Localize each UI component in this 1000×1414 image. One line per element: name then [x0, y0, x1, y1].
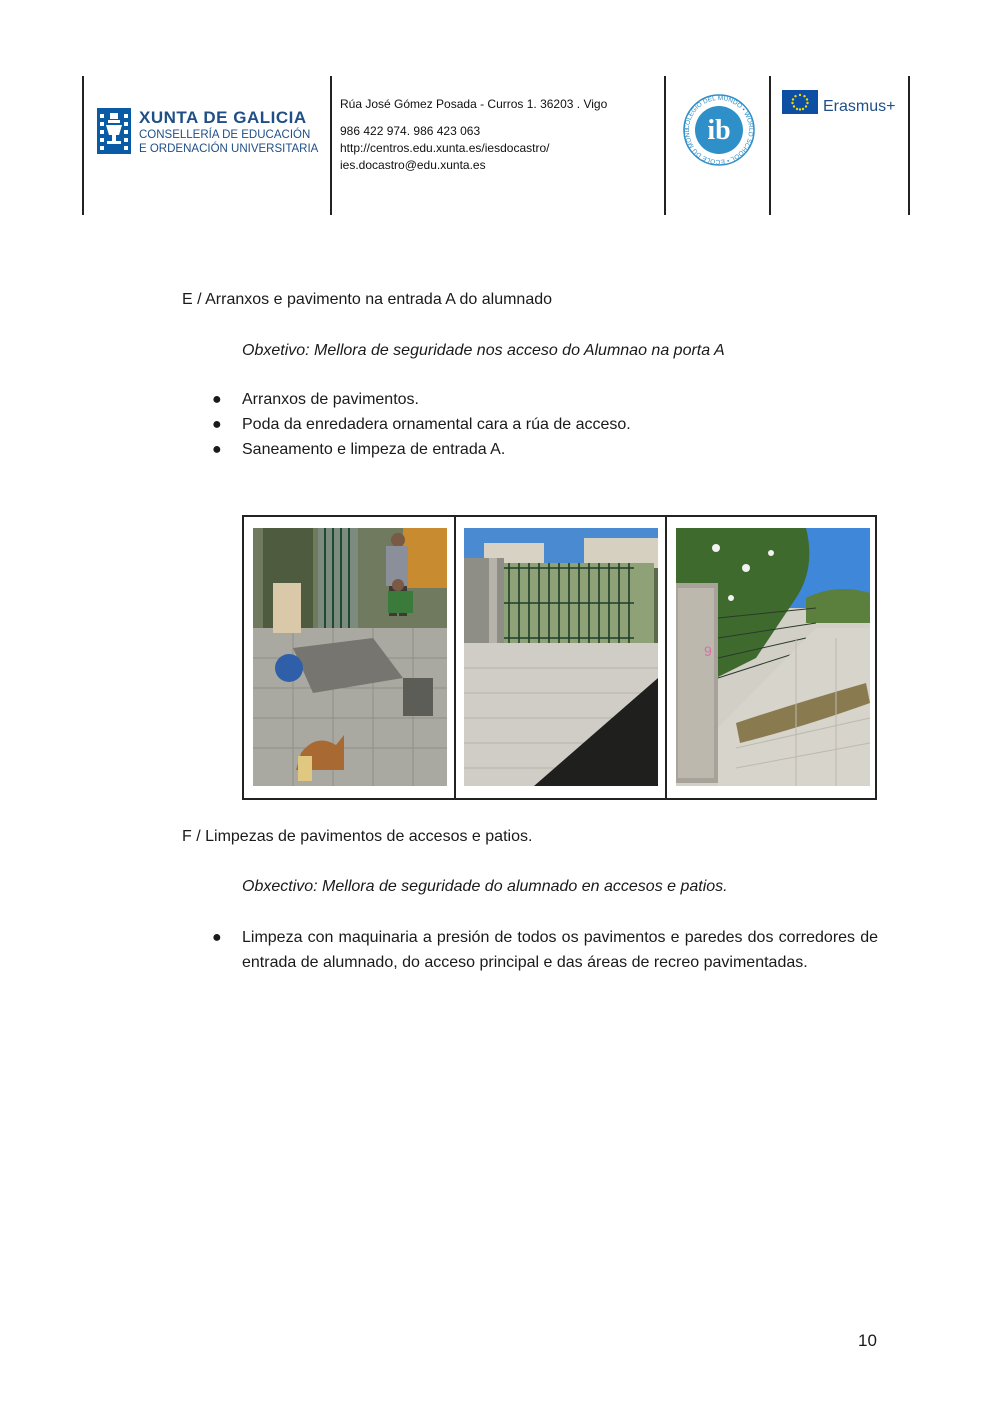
- list-item: Saneamento e limpeza de entrada A.: [242, 441, 506, 458]
- list-item: Poda da enredadera ornamental cara a rúa de acceso.: [242, 416, 631, 433]
- bullet-icon: ●: [212, 441, 222, 458]
- header-divider: [908, 76, 910, 215]
- list-item: Arranxos de pavimentos.: [242, 391, 419, 408]
- header-divider: [664, 76, 666, 215]
- page-number: 10: [858, 1331, 877, 1350]
- header-divider: [330, 76, 332, 215]
- bullet-icon: ●: [212, 416, 222, 433]
- photo-pavement-repair: [253, 528, 447, 786]
- photo-pruned-hedge: [676, 528, 870, 786]
- svg-text:9: 9: [704, 643, 712, 659]
- section-f-objective: Obxectivo: Mellora de seguridade do alumnado en accesos e patios.: [242, 878, 728, 895]
- bullet-icon: ●: [212, 391, 222, 408]
- photo-entrance-gate: [464, 528, 658, 786]
- eu-flag-icon: [782, 90, 818, 119]
- contact-phones: 986 422 974. 986 423 063: [340, 124, 481, 138]
- xunta-subtitle-line1: CONSELLERÍA DE EDUCACIÓN: [139, 129, 311, 141]
- ib-letters: ib: [707, 115, 731, 146]
- ib-ring-text: COLEGIO DEL MUNDO • WORLD SCHOOL • ÉCOLE DU MOND: [683, 94, 755, 166]
- bullet-icon: ●: [212, 929, 222, 946]
- erasmus-label: Erasmus+: [823, 98, 896, 115]
- table-cell-divider: [665, 517, 667, 798]
- list-item: Limpeza con maquinaria a presión de todos os pavimentos e paredes dos corredores de entrada de alumnado, do acceso principal e das áreas de recreo pavimentadas.: [242, 929, 878, 971]
- header-divider: [769, 76, 771, 215]
- header-divider: [82, 76, 84, 215]
- section-f-heading: F / Limpezas de pavimentos de accesos e patios.: [182, 828, 533, 845]
- xunta-logo: [97, 108, 327, 156]
- xunta-subtitle-line2: E ORDENACIÓN UNIVERSITARIA: [139, 143, 319, 155]
- xunta-title: XUNTA DE GALICIA: [139, 108, 307, 127]
- contact-address: Rúa José Gómez Posada - Curros 1. 36203 . Vigo: [340, 97, 608, 111]
- contact-website[interactable]: http://centros.edu.xunta.es/iesdocastro/: [340, 141, 550, 155]
- contact-email[interactable]: ies.docastro@edu.xunta.es: [340, 158, 486, 172]
- ib-world-school-logo: [682, 93, 756, 172]
- photo-table: [242, 515, 877, 800]
- section-e-heading: E / Arranxos e pavimento na entrada A do alumnado: [182, 291, 553, 308]
- section-e-objective: Obxetivo: Mellora de seguridade nos acceso do Alumnao na porta A: [242, 342, 725, 359]
- table-cell-divider: [454, 517, 456, 798]
- xunta-shield-icon: [97, 108, 131, 154]
